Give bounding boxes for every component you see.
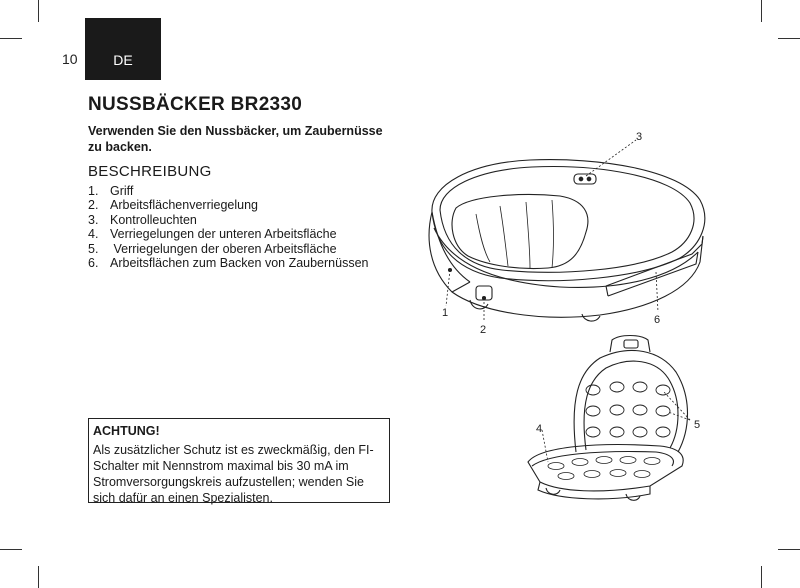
callout-label: 3 <box>636 131 643 143</box>
crop-mark <box>778 38 800 39</box>
closed-appliance-drawing <box>429 160 705 322</box>
list-item-number: 5. <box>88 241 99 256</box>
open-appliance-drawing <box>528 336 688 501</box>
list-item-text: Kontrolleuchten <box>110 212 197 227</box>
list-item-text: Arbeitsflächen zum Backen von Zaubernüssen <box>110 256 369 271</box>
product-title: NUSSBÄCKER BR2330 <box>88 94 303 115</box>
description-list <box>88 184 368 270</box>
list-item-text: Verriegelungen der oberen Arbeitsfläche <box>110 241 337 256</box>
callout-label: 5 <box>694 419 701 431</box>
list-item <box>88 184 368 198</box>
product-intro: Verwenden Sie den Nussbäcker, um Zaubernüsse zu backen. <box>88 124 383 154</box>
crop-mark <box>778 549 800 550</box>
warning-box <box>88 418 390 503</box>
list-item <box>88 213 368 227</box>
list-item-text: Griff <box>110 184 134 198</box>
list-item-number: 2. <box>88 198 99 213</box>
list-item-text: Verriegelungen der unteren Arbeitsfläche <box>110 227 337 242</box>
description-heading: BESCHREIBUNG <box>88 163 212 180</box>
callout-label: 4 <box>536 423 543 435</box>
callout-label: 6 <box>654 314 661 326</box>
language-badge <box>85 18 161 80</box>
list-item-number: 4. <box>88 227 99 242</box>
appliance-illustration <box>400 120 710 510</box>
list-item-number: 1. <box>88 184 99 198</box>
crop-mark <box>0 38 22 39</box>
crop-mark <box>38 566 39 588</box>
callout-label: 1 <box>442 307 449 319</box>
list-item <box>88 242 368 256</box>
list-item-number: 6. <box>88 256 99 271</box>
warning-text: Als zusätzlicher Schutz ist es zweckmäßig, den FI-Schalter mit Nennstrom maximal bis 30 mA im Stromversorgungskreis aufzustellen; wenden Sie sich dafür an einen Spezialisten. <box>93 443 374 505</box>
list-item <box>88 227 368 241</box>
list-item <box>88 198 368 212</box>
page-number: 10 <box>62 51 78 67</box>
crop-mark <box>0 549 22 550</box>
list-item <box>88 256 368 270</box>
language-code: DE <box>113 52 133 68</box>
list-item-text: Arbeitsflächenverriegelung <box>110 198 259 213</box>
crop-mark <box>38 0 39 22</box>
warning-title: ACHTUNG! <box>93 424 160 438</box>
list-item-number: 3. <box>88 212 99 227</box>
crop-mark <box>761 0 762 22</box>
crop-mark <box>761 566 762 588</box>
callout-label: 2 <box>480 324 487 336</box>
callout-leaders <box>446 140 658 322</box>
